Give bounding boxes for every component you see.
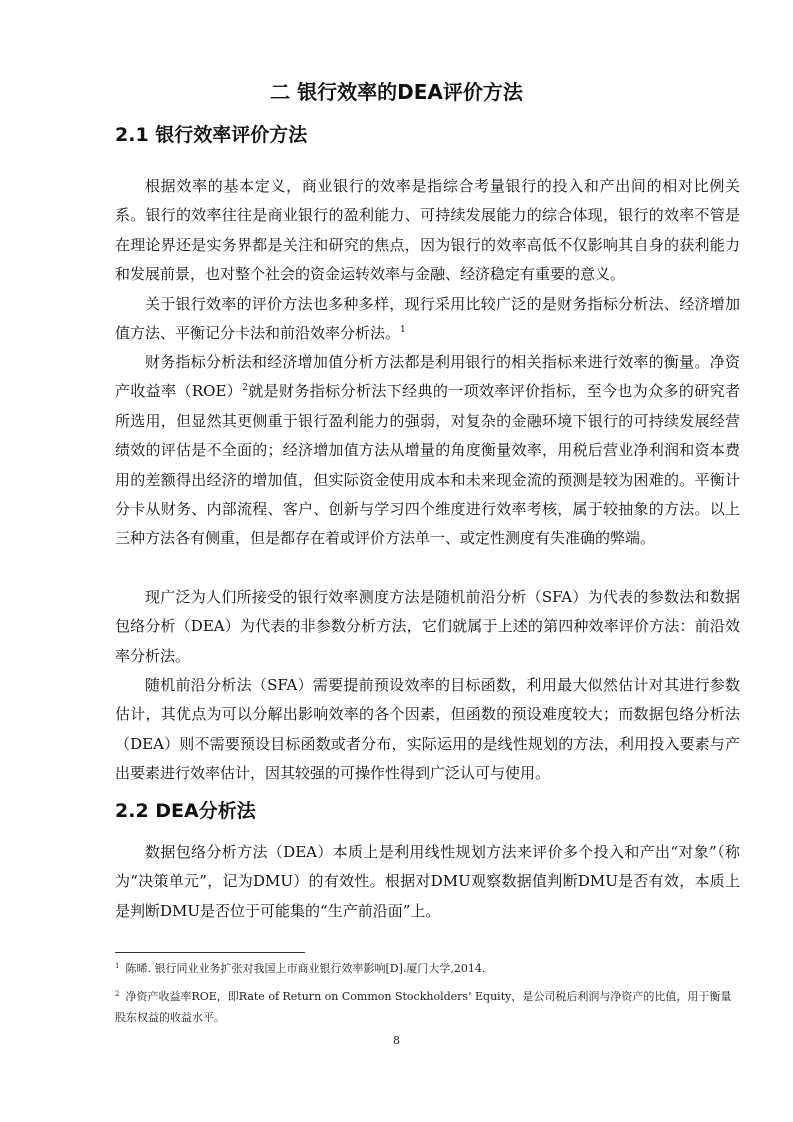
chapter-title: 二 银行效率的DEA评价方法 [270,80,523,104]
footnote-text: 净资产收益率ROE，即Rate of Return on Common Stockholders’ Equity，是公司税后利润与净资产的比值，用于衡量股东权益的收益水平。 [115,990,732,1024]
paragraph-text: 现广泛为人们所接受的银行效率测度方法是随机前沿分析（SFA）为代表的参数法和数据包络分析（DEA）为代表的非参数分析方法，它们就属于上述的第四种效率评价方法：前沿效率分析法。 [115,588,740,665]
footnote [115,986,740,1028]
page-number: 8 [393,1034,400,1047]
footnote-ref[interactable]: 1 [400,325,406,336]
paragraph [115,838,740,926]
footnote [115,958,740,979]
footnote-marker: 1 [115,962,120,970]
footnote-marker: 2 [115,990,120,998]
paragraph-text: 财务指标分析法和经济增加值分析方法都是利用银行的相关指标来进行效率的衡量。净资产收益率（ROE） [115,353,740,401]
paragraph-text: 数据包络分析方法（DEA）本质上是利用线性规划方法来评价多个投入和产出“对象”（称为“决策单元”，记为DMU）的有效性。根据对DMU观察数据值判断DMU是否有效，本质上是判断DMU是否位于可能集的“生产前沿面”上。 [115,843,740,920]
paragraph-text: 就是财务指标分析法下经典的一项效率评价指标，至今也为众多的研究者所选用，但显然其更侧重于银行盈利能力的强弱，对复杂的金融环境下银行的可持续发展经营绩效的评估是不全面的；经济增加值方法从增量的角度衡量效率，用税后营业净利润和资本费用的差额得出经济的增加值，但实际资金使用成本和未来现金流的预测是较为困难的。平衡计分卡从财务、内部流程、客户、创新与学习四个维度进行效率考核，属于较抽象的方法。以上三种方法各有侧重，但是都存在着或评价方法单一、或定性测度有失准确的弊端。 [115,382,740,548]
paragraph [115,290,740,349]
section-heading-2-2: 2.2 DEA分析法 [115,800,256,822]
paragraph [115,172,740,290]
footnote-divider [115,952,305,953]
paragraph-text: 随机前沿分析法（SFA）需要提前预设效率的目标函数，利用最大似然估计对其进行参数估计，其优点为可以分解出影响效率的各个因素，但函数的预设难度较大；而数据包络分析法（DEA）则不需要预设目标函数或者分布，实际运用的是线性规划的方法，利用投入要素与产出要素进行效率估计，因其较强的可操作性得到广泛认可与使用。 [115,676,740,783]
paragraph [115,583,740,671]
section-heading-2-1: 2.1 银行效率评价方法 [115,124,308,146]
footnote-text: 陈晞. 银行同业业务扩张对我国上市商业银行效率影响[D].厦门大学,2014. [125,962,486,975]
paragraph [115,348,740,554]
paragraph-text: 根据效率的基本定义，商业银行的效率是指综合考量银行的投入和产出间的相对比例关系。银行的效率往往是商业银行的盈利能力、可持续发展能力的综合体现，银行的效率不管是在理论界还是实务界都是关注和研究的焦点，因为银行的效率高低不仅影响其自身的获利能力和发展前景，也对整个社会的资金运转效率与金融、经济稳定有重要的意义。 [115,177,740,284]
footnote-ref[interactable]: 2 [242,383,248,394]
paragraph [115,671,740,789]
paragraph-text: 关于银行效率的评价方法也多种多样，现行采用比较广泛的是财务指标分析法、经济增加值方法、平衡记分卡法和前沿效率分析法。 [115,295,740,343]
